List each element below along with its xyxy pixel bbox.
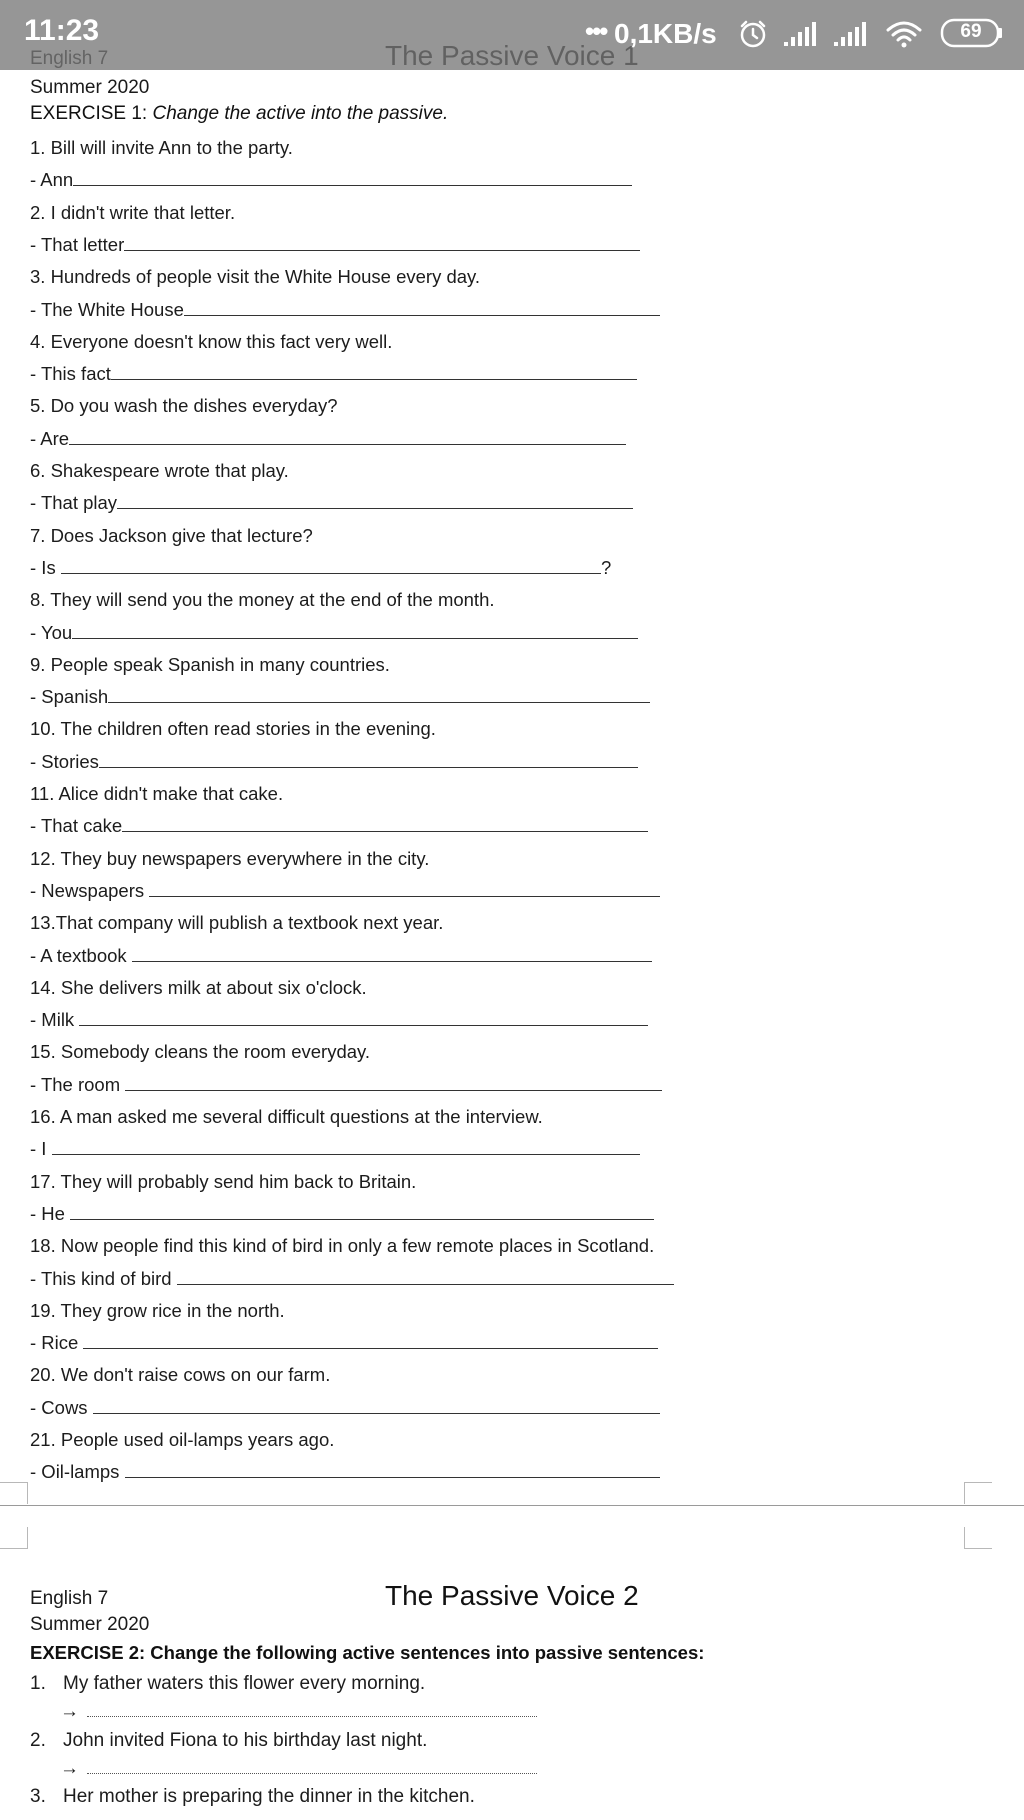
answer-prompt: - Ann bbox=[30, 169, 74, 191]
question-text bbox=[30, 1672, 425, 1696]
answer-blank[interactable] bbox=[125, 1073, 662, 1091]
notification-dots: ••• bbox=[585, 16, 607, 46]
answer-prompt: - Newspapers bbox=[30, 879, 150, 901]
question-text: 8. They will send you the money at the end of the month. bbox=[30, 589, 495, 611]
answer-prompt: - This fact bbox=[30, 363, 111, 385]
exercise-heading: EXERCISE 2: Change the following active sentences into passive sentences: bbox=[30, 1642, 705, 1663]
page-corner-mark bbox=[964, 1527, 992, 1549]
question-text: 13.That company will publish a textbook next year. bbox=[30, 912, 444, 934]
answer-line bbox=[30, 1460, 660, 1484]
answer-line bbox=[30, 621, 638, 645]
answer-line bbox=[30, 944, 652, 968]
exercise-instruction: Change the active into the passive. bbox=[152, 103, 449, 124]
question-text: 17. They will probably send him back to Britain. bbox=[30, 1170, 417, 1192]
answer-line bbox=[30, 879, 660, 903]
page-corner-mark bbox=[0, 1527, 28, 1549]
answer-prompt: - This kind of bird bbox=[30, 1267, 177, 1289]
page-title: The Passive Voice 2 bbox=[385, 1580, 639, 1611]
answer-blank[interactable] bbox=[124, 233, 640, 251]
signal-icon bbox=[832, 18, 872, 55]
answer-blank[interactable] bbox=[184, 298, 660, 316]
answer-blank[interactable] bbox=[149, 879, 660, 897]
answer-prompt: - Spanish bbox=[30, 686, 109, 708]
answer-prompt: - Rice bbox=[30, 1332, 84, 1354]
question-number: 2. bbox=[30, 1730, 46, 1751]
answer-line bbox=[30, 1267, 674, 1291]
answer-prompt: - I bbox=[30, 1138, 52, 1160]
question-text bbox=[30, 1785, 475, 1809]
question-text: 3. Hundreds of people visit the White House every day. bbox=[30, 266, 481, 288]
answer-blank[interactable] bbox=[87, 1758, 537, 1774]
question-text bbox=[30, 1729, 427, 1753]
answer-prompt: - He bbox=[30, 1202, 71, 1224]
exercise-heading bbox=[30, 103, 448, 125]
answer-line bbox=[30, 814, 648, 838]
answer-prompt: - Are bbox=[30, 427, 70, 449]
answer-prompt: - Oil-lamps bbox=[30, 1461, 125, 1483]
answer-blank[interactable] bbox=[83, 1331, 658, 1349]
answer-prompt: - Milk bbox=[30, 1009, 80, 1031]
answer-blank[interactable] bbox=[87, 1701, 537, 1717]
answer-blank[interactable] bbox=[93, 1396, 660, 1414]
answer-blank[interactable] bbox=[61, 556, 601, 574]
answer-blank[interactable] bbox=[72, 621, 638, 639]
status-bar bbox=[0, 0, 1024, 70]
answer-line bbox=[30, 233, 640, 257]
question-sentence: My father waters this flower every morning. bbox=[63, 1673, 426, 1694]
answer-blank[interactable] bbox=[177, 1267, 674, 1285]
answer-line bbox=[30, 298, 660, 322]
answer-blank[interactable] bbox=[117, 491, 633, 509]
answer-prompt: - Cows bbox=[30, 1396, 93, 1418]
answer-blank[interactable] bbox=[99, 750, 638, 768]
question-text: 19. They grow rice in the north. bbox=[30, 1299, 285, 1321]
answer-line bbox=[30, 168, 632, 192]
answer-blank[interactable] bbox=[125, 1460, 660, 1478]
alarm-icon bbox=[737, 18, 769, 55]
question-text: 14. She delivers milk at about six o'clock. bbox=[30, 976, 367, 998]
question-text: 4. Everyone doesn't know this fact very well. bbox=[30, 330, 393, 352]
answer-line bbox=[30, 556, 611, 580]
answer-prompt: - Is bbox=[30, 556, 61, 578]
battery-icon bbox=[940, 18, 1004, 48]
answer-blank[interactable] bbox=[108, 685, 650, 703]
answer-blank[interactable] bbox=[132, 944, 652, 962]
page-corner-mark bbox=[0, 1482, 28, 1504]
question-text: 9. People speak Spanish in many countries. bbox=[30, 653, 390, 675]
question-text: 6. Shakespeare wrote that play. bbox=[30, 460, 289, 481]
arrow-icon: → bbox=[60, 1701, 79, 1722]
answer-line bbox=[30, 685, 650, 709]
page-corner-mark bbox=[964, 1482, 992, 1504]
arrow-icon: → bbox=[60, 1758, 79, 1779]
term-label: Summer 2020 bbox=[30, 77, 150, 98]
answer-line bbox=[30, 491, 633, 515]
answer-line bbox=[30, 750, 638, 774]
question-text: 18. Now people find this kind of bird in only a few remote places in Scotland. bbox=[30, 1235, 655, 1257]
question-text: 11. Alice didn't make that cake. bbox=[30, 783, 284, 804]
exercise-label: EXERCISE 1: bbox=[30, 103, 148, 124]
question-number: 3. bbox=[30, 1786, 46, 1807]
answer-line bbox=[30, 427, 626, 451]
wifi-icon bbox=[884, 18, 924, 55]
network-speed: 0,1KB/s bbox=[614, 18, 717, 49]
signal-icon bbox=[782, 18, 822, 55]
answer-line bbox=[60, 1757, 537, 1781]
question-text: 16. A man asked me several difficult questions at the interview. bbox=[30, 1106, 543, 1127]
question-text: 15. Somebody cleans the room everyday. bbox=[30, 1041, 371, 1063]
answer-prompt: - You bbox=[30, 621, 73, 643]
battery-level: 69 bbox=[960, 21, 982, 42]
answer-prompt: - A textbook bbox=[30, 944, 132, 966]
answer-prompt: - The room bbox=[30, 1073, 126, 1095]
answer-blank[interactable] bbox=[70, 1202, 654, 1220]
answer-prompt: - That letter bbox=[30, 233, 125, 255]
question-text: 1. Bill will invite Ann to the party. bbox=[30, 137, 293, 158]
answer-blank[interactable] bbox=[122, 814, 648, 832]
question-number: 1. bbox=[30, 1673, 46, 1694]
answer-blank[interactable] bbox=[52, 1137, 640, 1155]
question-text: 2. I didn't write that letter. bbox=[30, 201, 236, 223]
answer-line bbox=[60, 1700, 537, 1724]
answer-line bbox=[30, 362, 637, 386]
status-time: 11:23 bbox=[24, 14, 100, 47]
answer-blank[interactable] bbox=[111, 362, 637, 380]
answer-blank[interactable] bbox=[79, 1008, 648, 1026]
answer-line bbox=[30, 1396, 660, 1420]
question-sentence: Her mother is preparing the dinner in the kitchen. bbox=[63, 1786, 475, 1807]
answer-blank[interactable] bbox=[73, 168, 632, 186]
question-text: 12. They buy newspapers everywhere in the city. bbox=[30, 847, 430, 869]
question-text: 5. Do you wash the dishes everyday? bbox=[30, 395, 338, 417]
answer-prompt: - That play bbox=[30, 492, 118, 514]
answer-line bbox=[30, 1137, 640, 1161]
answer-blank[interactable] bbox=[69, 427, 626, 445]
answer-prompt: - That cake bbox=[30, 815, 123, 837]
answer-line bbox=[30, 1202, 654, 1226]
answer-prompt: - Stories bbox=[30, 750, 99, 772]
answer-end-mark: ? bbox=[601, 556, 612, 578]
answer-line bbox=[30, 1331, 658, 1355]
term-label: Summer 2020 bbox=[30, 1614, 150, 1635]
question-text: 10. The children often read stories in the evening. bbox=[30, 718, 436, 740]
question-text: 21. People used oil-lamps years ago. bbox=[30, 1429, 335, 1450]
question-sentence: John invited Fiona to his birthday last night. bbox=[63, 1730, 428, 1751]
question-text: 20. We don't raise cows on our farm. bbox=[30, 1364, 331, 1386]
page-divider bbox=[0, 1505, 1024, 1506]
answer-prompt: - The White House bbox=[30, 298, 184, 320]
question-text: 7. Does Jackson give that lecture? bbox=[30, 524, 313, 546]
answer-line bbox=[30, 1008, 648, 1032]
answer-line bbox=[30, 1073, 662, 1097]
course-name: English 7 bbox=[30, 1588, 109, 1609]
